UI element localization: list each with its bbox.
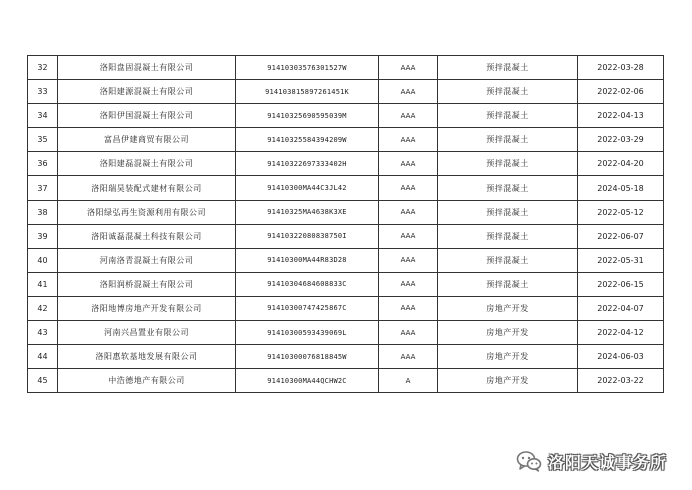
business-type-cell: 预拌混凝土 <box>438 128 578 152</box>
rating-date-cell: 2022-04-13 <box>578 104 664 128</box>
table-row <box>28 224 664 248</box>
table-row <box>28 80 664 104</box>
credit-grade-cell: AAA <box>379 56 438 80</box>
credit-code-cell: 91410303576301527W <box>236 56 379 80</box>
rating-date-cell: 2022-05-12 <box>578 200 664 224</box>
credit-code-cell: 91410322697333402H <box>236 152 379 176</box>
table-row <box>28 369 664 393</box>
table-row <box>28 272 664 296</box>
row-number-cell: 43 <box>28 321 58 345</box>
table-row <box>28 128 664 152</box>
credit-grade-cell: A <box>379 369 438 393</box>
company-name-cell: 洛阳润桥混凝土有限公司 <box>58 272 236 296</box>
credit-code-cell: 91410300MA44QCHW2C <box>236 369 379 393</box>
credit-code-cell: 91410300076818845W <box>236 345 379 369</box>
credit-grade-cell: AAA <box>379 345 438 369</box>
row-number-cell: 42 <box>28 296 58 320</box>
business-type-cell: 预拌混凝土 <box>438 248 578 272</box>
rating-date-cell: 2022-03-28 <box>578 56 664 80</box>
business-type-cell: 房地产开发 <box>438 296 578 320</box>
company-name-cell: 洛阳地博房地产开发有限公司 <box>58 296 236 320</box>
company-name-cell: 洛阳诚磊混凝土科技有限公司 <box>58 224 236 248</box>
rating-date-cell: 2022-06-15 <box>578 272 664 296</box>
table-body <box>28 56 664 393</box>
rating-date-cell: 2022-04-12 <box>578 321 664 345</box>
rating-date-cell: 2022-03-29 <box>578 128 664 152</box>
table-row <box>28 200 664 224</box>
credit-grade-cell: AAA <box>379 104 438 128</box>
credit-grade-cell: AAA <box>379 321 438 345</box>
credit-rating-table <box>27 55 664 393</box>
rating-date-cell: 2022-06-07 <box>578 224 664 248</box>
company-name-cell: 洛阳瑞昊装配式建材有限公司 <box>58 176 236 200</box>
company-name-cell: 洛阳伊国混凝土有限公司 <box>58 104 236 128</box>
rating-date-cell: 2024-05-18 <box>578 176 664 200</box>
table-row <box>28 296 664 320</box>
business-type-cell: 预拌混凝土 <box>438 176 578 200</box>
credit-grade-cell: AAA <box>379 176 438 200</box>
company-name-cell: 洛阳盘固混凝土有限公司 <box>58 56 236 80</box>
credit-code-cell: 91410325690595039M <box>236 104 379 128</box>
credit-code-cell: 914103815897261451K <box>236 80 379 104</box>
business-type-cell: 预拌混凝土 <box>438 56 578 80</box>
credit-grade-cell: AAA <box>379 224 438 248</box>
row-number-cell: 33 <box>28 80 58 104</box>
credit-grade-cell: AAA <box>379 248 438 272</box>
business-type-cell: 预拌混凝土 <box>438 224 578 248</box>
row-number-cell: 40 <box>28 248 58 272</box>
business-type-cell: 预拌混凝土 <box>438 272 578 296</box>
table-row <box>28 56 664 80</box>
table-row <box>28 345 664 369</box>
credit-code-cell: 91410300593439069L <box>236 321 379 345</box>
rating-date-cell: 2022-03-22 <box>578 369 664 393</box>
row-number-cell: 38 <box>28 200 58 224</box>
company-name-cell: 中浩德地产有限公司 <box>58 369 236 393</box>
credit-code-cell: 91410325MA4638K3XE <box>236 200 379 224</box>
table-row <box>28 152 664 176</box>
row-number-cell: 34 <box>28 104 58 128</box>
company-name-cell: 洛阳惠软基地发展有限公司 <box>58 345 236 369</box>
business-type-cell: 房地产开发 <box>438 369 578 393</box>
credit-grade-cell: AAA <box>379 272 438 296</box>
business-type-cell: 预拌混凝土 <box>438 80 578 104</box>
business-type-cell: 预拌混凝土 <box>438 152 578 176</box>
credit-rating-table-container <box>27 55 657 393</box>
row-number-cell: 32 <box>28 56 58 80</box>
company-name-cell: 洛阳建磊混凝土有限公司 <box>58 152 236 176</box>
credit-grade-cell: AAA <box>379 128 438 152</box>
business-type-cell: 预拌混凝土 <box>438 200 578 224</box>
business-type-cell: 房地产开发 <box>438 321 578 345</box>
business-type-cell: 房地产开发 <box>438 345 578 369</box>
company-name-cell: 洛阳建源混凝土有限公司 <box>58 80 236 104</box>
wechat-icon <box>516 450 542 472</box>
credit-code-cell: 91410300747425867C <box>236 296 379 320</box>
credit-grade-cell: AAA <box>379 296 438 320</box>
rating-date-cell: 2022-04-20 <box>578 152 664 176</box>
credit-code-cell: 91410325584394209W <box>236 128 379 152</box>
table-row <box>28 104 664 128</box>
business-type-cell: 预拌混凝土 <box>438 104 578 128</box>
row-number-cell: 41 <box>28 272 58 296</box>
credit-grade-cell: AAA <box>379 80 438 104</box>
rating-date-cell: 2022-05-31 <box>578 248 664 272</box>
company-name-cell: 富昌伊建商贸有限公司 <box>58 128 236 152</box>
watermark-text: 洛阳天诚事务所 <box>548 452 668 472</box>
table-row <box>28 321 664 345</box>
credit-code-cell: 91410304684608833C <box>236 272 379 296</box>
credit-code-cell: 91410322080838750I <box>236 224 379 248</box>
row-number-cell: 35 <box>28 128 58 152</box>
row-number-cell: 45 <box>28 369 58 393</box>
credit-code-cell: 91410300MA44C3JL42 <box>236 176 379 200</box>
company-name-cell: 河南洛青混凝土有限公司 <box>58 248 236 272</box>
rating-date-cell: 2024-06-03 <box>578 345 664 369</box>
rating-date-cell: 2022-02-06 <box>578 80 664 104</box>
row-number-cell: 37 <box>28 176 58 200</box>
table-row <box>28 248 664 272</box>
row-number-cell: 39 <box>28 224 58 248</box>
row-number-cell: 36 <box>28 152 58 176</box>
table-row <box>28 176 664 200</box>
credit-grade-cell: AAA <box>379 152 438 176</box>
row-number-cell: 44 <box>28 345 58 369</box>
watermark <box>516 447 667 475</box>
credit-code-cell: 91410300MA44R83D28 <box>236 248 379 272</box>
credit-grade-cell: AAA <box>379 200 438 224</box>
company-name-cell: 河南兴昌置业有限公司 <box>58 321 236 345</box>
rating-date-cell: 2022-04-07 <box>578 296 664 320</box>
company-name-cell: 洛阳绿弘再生资源利用有限公司 <box>58 200 236 224</box>
